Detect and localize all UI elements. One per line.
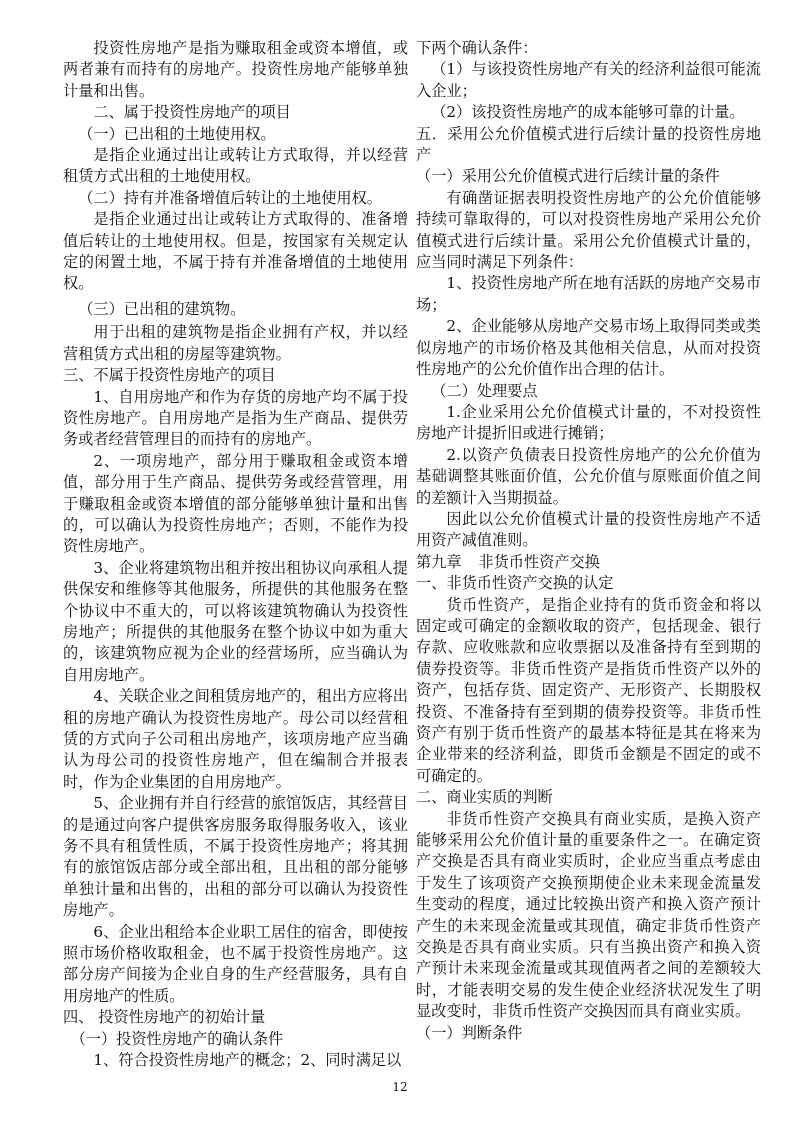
section-heading: 一、非货币性资产交换的认定 <box>416 574 614 593</box>
paragraph: 下两个确认条件： <box>416 39 538 57</box>
list-item: 2、企业能够从房地产交易市场上取得同类或类似房地产的市场价格及其他相关信息，从而对投资性房地产的公允价值作出合理的估计。 <box>416 317 761 379</box>
paragraph: 是指企业通过出让或转让方式取得的、准备增值后转让的土地使用权。但是，按国家有关规定认定的闲置土地，不属于持有并准备增值的土地使用权。 <box>63 210 408 293</box>
paragraph: 货币性资产，是指企业持有的货币资金和将以固定或可确定的金额收取的资产，包括现金、银行存款、应收账款和应收票据以及准备持有至到期的债券投资等。非货币性资产是指货币性资产以外的资产，包括存货、固定资产、无形资产、长期股权投资、不准备持有至到期的债券投资等。非货币性资产有别于货币性资产的最基本特征是其在将来为企业带来的经济利益，即货币金额是不固定的或不可确定的。 <box>416 595 761 785</box>
paragraph: 2、一项房地产，部分用于赚取租金或资本增值，部分用于生产商品、提供劳务或经营管理，用于赚取租金或资本增值的部分能够单独计量和出售的，可以确认为投资性房地产；否则，不能作为投资性房地产。 <box>63 451 408 556</box>
paragraph: 投资性房地产是指为赚取租金或资本增值，或两者兼有而持有的房地产。投资性房地产能够单独计量和出售。 <box>63 39 408 100</box>
subsection-heading: （一）采用公允价值模式进行后续计量的条件 <box>416 167 720 186</box>
paragraph: 用于出租的建筑物是指企业拥有产权，并以经营租赁方式出租的房屋等建筑物。 <box>63 323 408 363</box>
list-item: 1、投资性房地产所在地有活跃的房地产交易市场； <box>416 274 761 314</box>
paragraph: 因此以公允价值模式计量的投资性房地产不适用资产减值准则。 <box>416 509 761 550</box>
page-number: 12 <box>392 1080 408 1094</box>
right-column <box>416 38 761 1044</box>
subsection-heading: （一）投资性房地产的确认条件 <box>70 1029 284 1048</box>
section-heading: 二、商业实质的判断 <box>416 788 553 807</box>
left-column <box>63 38 408 1072</box>
paragraph: 1、符合投资性房地产的概念；2、同时满足以 <box>93 1051 402 1070</box>
list-item: （1）与该投资性房地产有关的经济利益很可能流入企业； <box>416 60 761 100</box>
list-item: （2）该投资性房地产的成本能够可靠的计量。 <box>431 103 745 122</box>
paragraph: 非货币性资产交换具有商业实质，是换入资产能够采用公允价值计量的重要条件之一。在确定资产交换是否具有商业实质时，企业应当重点考虑由于发生了该项资产交换预期使企业未来现金流量发生变动的程度，通过比较换出资产和换入资产预计产生的未来现金流量或其现值，确定非货币性资产交换是否具有商业实质。只有当换出资产和换入资产预计未来现金流量或其现值两者之间的差额较大时，才能表明交易的发生使企业经济状况发生了明显改变时，非货币性资产交换因而具有商业实质。 <box>416 809 761 1021</box>
paragraph: 6、企业出租给本企业职工居住的宿舍，即使按照市场价格收取租金，也不属于投资性房地产。这部分房产间接为企业自身的生产经营服务，具有自用房地产的性质。 <box>63 922 408 1005</box>
section-heading: 四、 投资性房地产的初始计量 <box>63 1008 266 1027</box>
paragraph: 5、企业拥有并自行经营的旅馆饭店，其经营目的是通过向客户提供客房服务取得服务收入，该业务不具有租赁性质，不属于投资性房地产；将其拥有的旅馆饭店部分或全部出租，且出租的部分能够单独计量和出售的，出租的部分可以确认为投资性房地产。 <box>63 794 408 920</box>
subsection-heading: （二）处理要点 <box>431 381 538 400</box>
subsection-heading: （三）已出租的建筑物。 <box>78 299 246 318</box>
section-heading: 三、不属于投资性房地产的项目 <box>63 366 276 385</box>
paragraph: 4、关联企业之间租赁房地产的，租出方应将出租的房地产确认为投资性房地产。母公司以经营租赁的方式向子公司租出房地产，该项房地产应当确认为母公司的投资性房地产，但在编制合并报表时，作为企业集团的自用房地产。 <box>63 687 408 791</box>
list-item: 2.以资产负债表日投资性房地产的公允价值为基础调整其账面价值，公允价值与原账面价值之间的差额计入当期损益。 <box>416 445 761 507</box>
paragraph: 有确凿证据表明投资性房地产的公允价值能够持续可靠取得的，可以对投资性房地产采用公允价值模式进行后续计量。采用公允价值模式计量的，应当同时满足下列条件： <box>416 188 761 272</box>
chapter-heading: 第九章 非货币性资产交换 <box>416 552 600 571</box>
paragraph: 3、企业将建筑物出租并按出租协议向承租人提供保安和维修等其他服务，所提供的其他服务在整个协议中不重大的，可以将该建筑物确认为投资性房地产；所提供的其他服务在整个协议中如为重大的，该建筑物应视为企业的经营场所，应当确认为自用房地产。 <box>63 558 408 684</box>
paragraph: 1、自用房地产和作为存货的房地产均不属于投资性房地产。自用房地产是指为生产商品、提供劳务或者经营管理目的而持有的房地产。 <box>63 387 408 449</box>
paragraph: 是指企业通过出让或转让方式取得，并以经营租赁方式出租的土地使用权。 <box>63 146 408 186</box>
subsection-heading: （一）已出租的土地使用权。 <box>78 124 276 143</box>
subsection-heading: （二）持有并准备增值后转让的土地使用权。 <box>78 188 382 207</box>
section-heading: 五．采用公允价值模式进行后续计量的投资性房地产 <box>416 124 761 165</box>
section-heading: 二、属于投资性房地产的项目 <box>93 103 291 122</box>
list-item: 1.企业采用公允价值模式计量的，不对投资性房地产计提折旧或进行摊销； <box>416 402 761 443</box>
subsection-heading: （一）判断条件 <box>416 1023 523 1042</box>
